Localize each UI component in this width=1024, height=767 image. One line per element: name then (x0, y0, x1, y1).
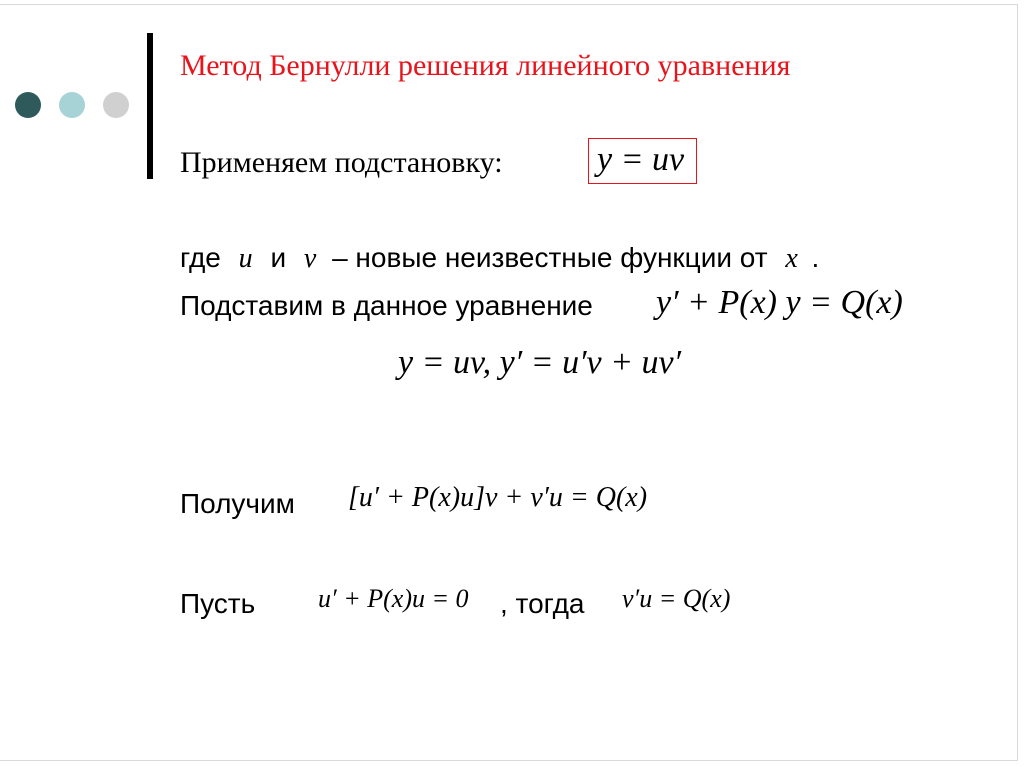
result-equation (622, 584, 730, 614)
result-equation-text: v′u = Q(x) (622, 584, 731, 613)
substitute-label: Подставим в данное уравнение (180, 290, 593, 321)
definition-u: u (238, 243, 253, 274)
frame-right (1017, 4, 1018, 761)
decor-vertical-bar (147, 33, 153, 179)
derivative-formula-text: y = uv, y′ = u′v + uv′ (398, 344, 682, 381)
frame-top (0, 4, 1018, 5)
condition-equation-text: u′ + P(x)u = 0 (318, 584, 469, 613)
obtain-label: Получим (180, 488, 295, 519)
definition-x: x (785, 243, 798, 274)
obtained-equation-text: [u′ + P(x)u]v + v′u = Q(x) (348, 482, 648, 513)
substitution-formula (588, 138, 697, 184)
definition-v: v (303, 243, 317, 274)
let-label: Пусть (180, 588, 256, 619)
definition-where: где (180, 242, 221, 273)
definition-and: и (270, 242, 287, 273)
condition-equation (318, 584, 469, 614)
linear-equation (656, 284, 903, 322)
substitution-formula-text: y = uv (597, 141, 685, 178)
then-label: , тогда (500, 588, 585, 619)
definition-desc: – новые неизвестные функции от (332, 242, 768, 273)
substitution-label: Применяем подстановку: (180, 146, 503, 179)
definition-period: . (811, 242, 820, 273)
linear-equation-text: y′ + P(x) y = Q(x) (656, 284, 903, 321)
obtained-equation (348, 482, 647, 514)
slide-title: Метод Бернулли решения линейного уравнения (180, 49, 791, 82)
decor-dot-gray (103, 92, 129, 118)
decor-dot-dark (15, 92, 41, 118)
definition-line (180, 242, 819, 275)
derivative-formula (398, 344, 681, 382)
decor-dot-teal (59, 92, 85, 118)
frame-bottom (0, 760, 1018, 761)
